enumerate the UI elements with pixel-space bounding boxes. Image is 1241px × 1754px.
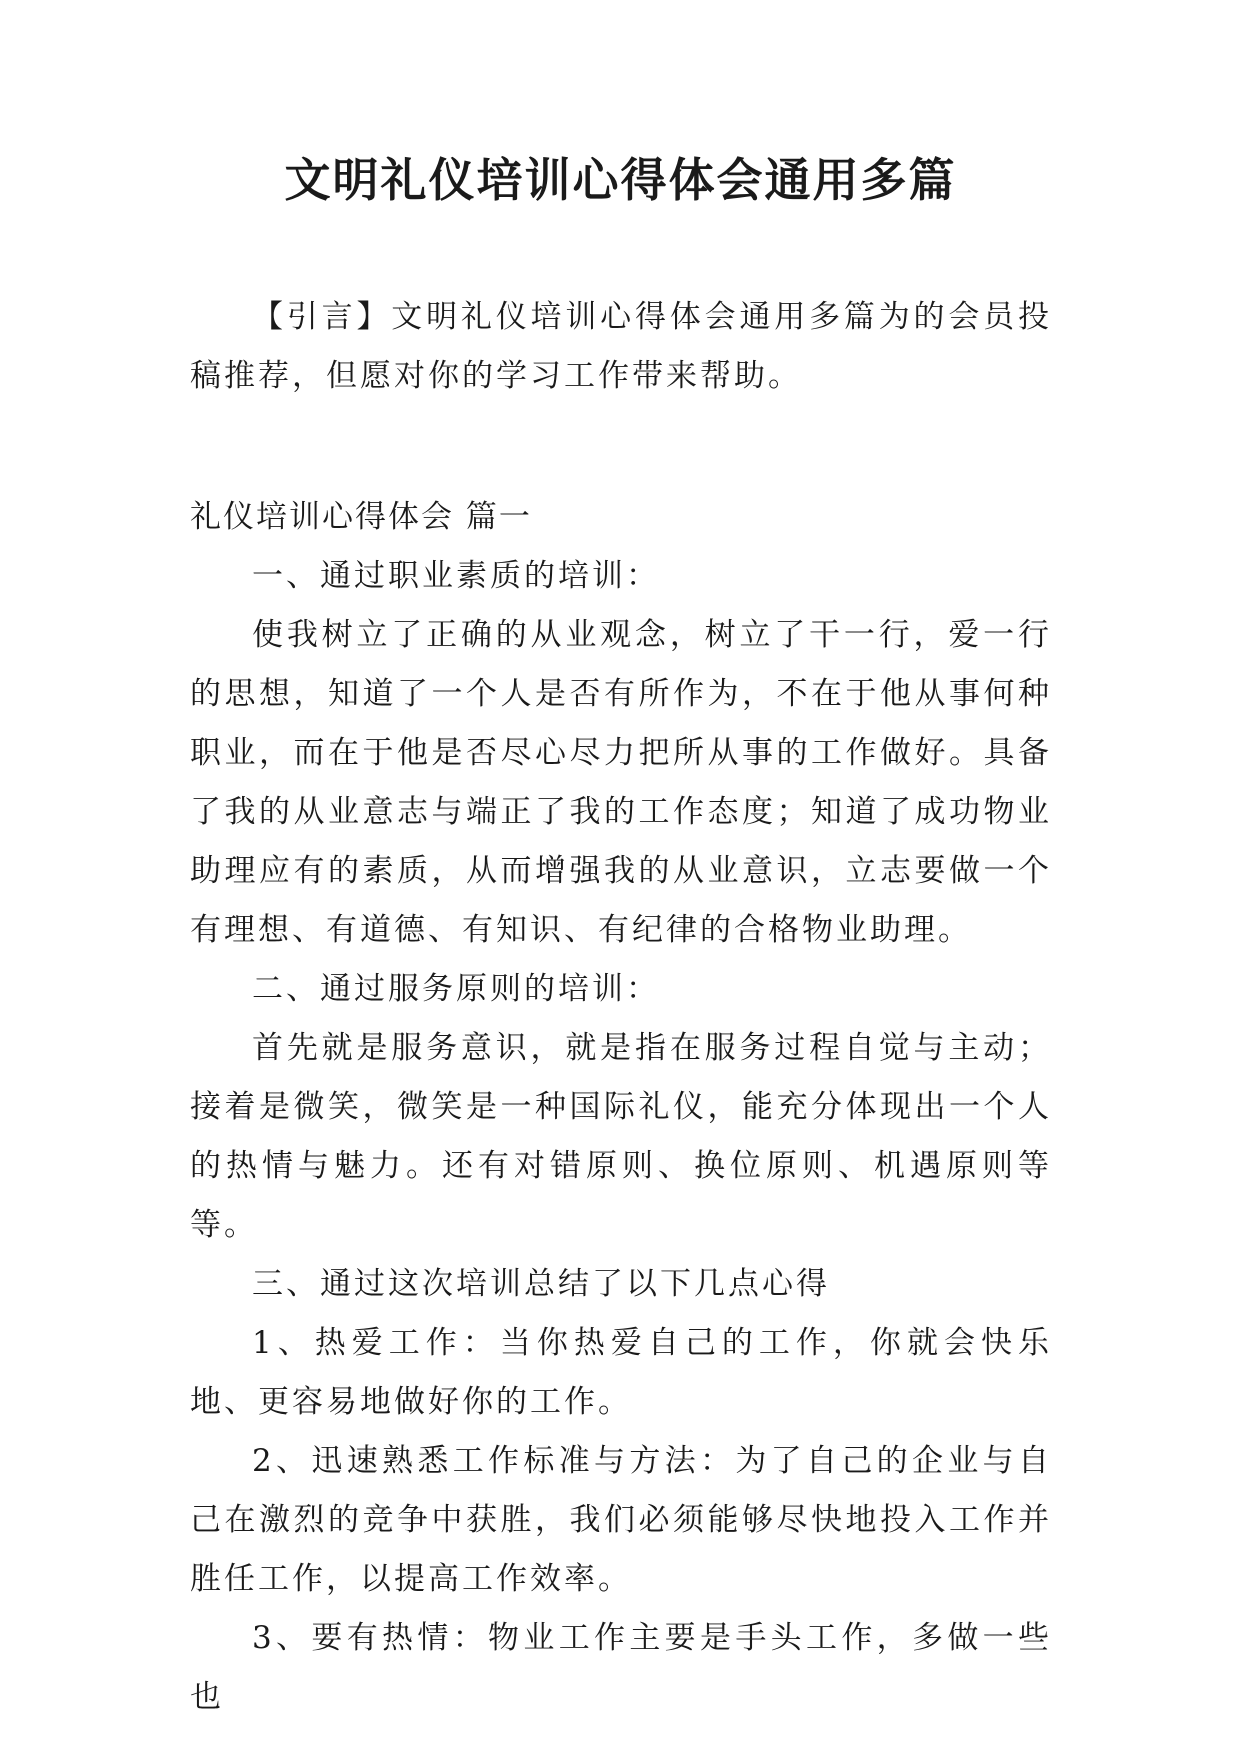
paragraph-8: 3、要有热情：物业工作主要是手头工作，多做一些也 (190, 1620, 1052, 1715)
paragraph-3: 二、通过服务原则的培训： (252, 971, 660, 1007)
paragraph-6: 1、热爱工作：当你热爱自己的工作，你就会快乐地、更容易地做好你的工作。 (190, 1325, 1052, 1420)
intro-paragraph: 【引言】文明礼仪培训心得体会通用多篇为的会员投稿推荐，但愿对你的学习工作带来帮助。 (190, 299, 1052, 394)
paragraph-1: 一、通过职业素质的培训： (252, 558, 660, 594)
document-title: 文明礼仪培训心得体会通用多篇 (284, 153, 957, 207)
paragraph-4: 首先就是服务意识，就是指在服务过程自觉与主动；接着是微笑，微笑是一种国际礼仪，能充分体现出一个人的热情与魅力。还有对错原则、换位原则、机遇原则等等。 (190, 1030, 1052, 1243)
paragraph-2: 使我树立了正确的从业观念，树立了干一行，爱一行的思想，知道了一个人是否有所作为，不在于他从事何种职业，而在于他是否尽心尽力把所从事的工作做好。具备了我的从业意志与端正了我的工作态度；知道了成功物业助理应有的素质，从而增强我的从业意识，立志要做一个有理想、有道德、有知识、有纪律的合格物业助理。 (190, 617, 1052, 948)
spacer (190, 406, 1052, 488)
section-heading: 礼仪培训心得体会 篇一 (190, 499, 532, 535)
document-body (190, 288, 1052, 1727)
paragraph-7: 2、迅速熟悉工作标准与方法：为了自己的企业与自己在激烈的竞争中获胜，我们必须能够尽快地投入工作并胜任工作，以提高工作效率。 (190, 1443, 1052, 1597)
paragraph-5: 三、通过这次培训总结了以下几点心得 (252, 1266, 830, 1302)
